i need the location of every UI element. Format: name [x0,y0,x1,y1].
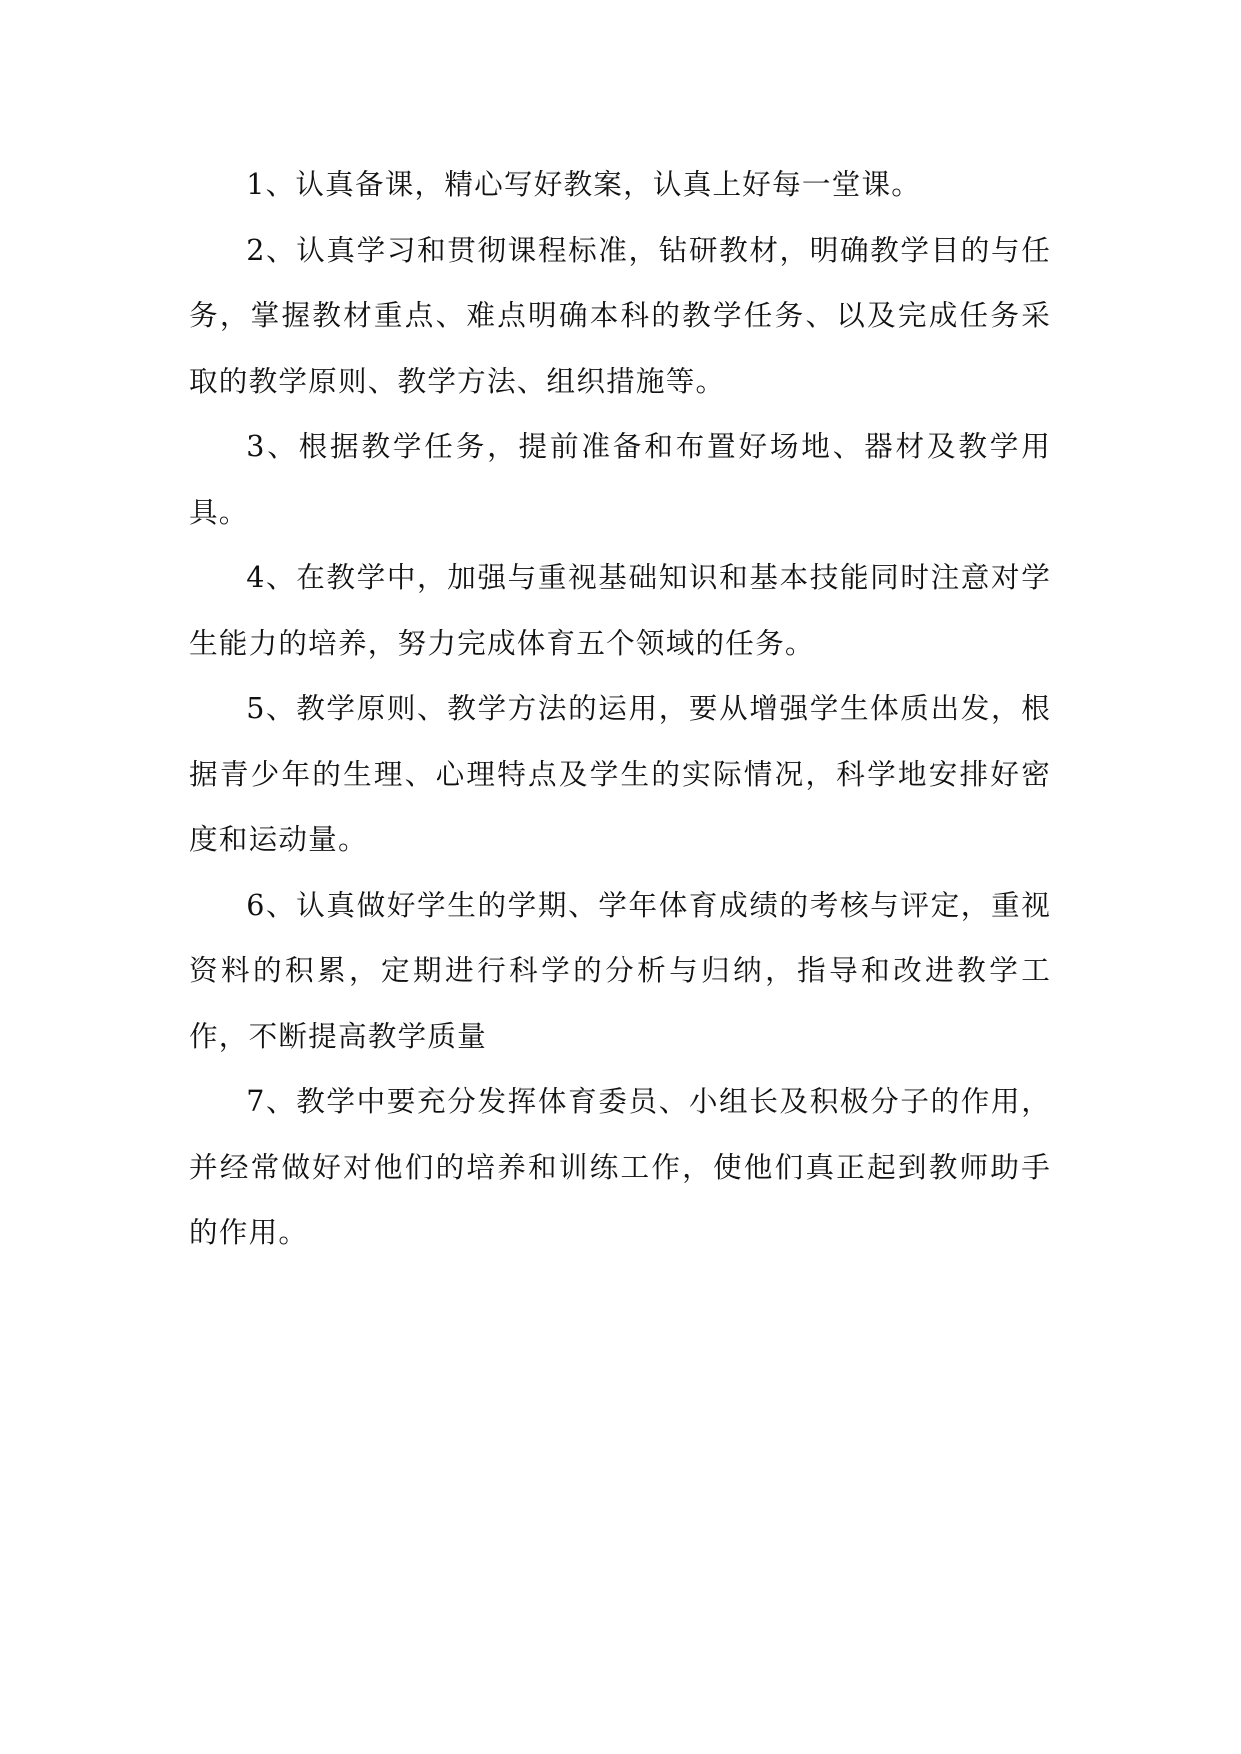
paragraph-4: 4、在教学中，加强与重视基础知识和基本技能同时注意对学生能力的培养，努力完成体育五个领域的任务。 [189,560,1051,660]
paragraph-1: 1、认真备课，精心写好教案，认真上好每一堂课。 [246,167,922,201]
paragraph-7: 7、教学中要充分发挥体育委员、小组长及积极分子的作用，并经常做好对他们的培养和训练工作，使他们真正起到教师助手的作用。 [189,1084,1051,1249]
paragraph-3: 3、根据教学任务，提前准备和布置好场地、器材及教学用具。 [189,429,1051,529]
document-body [189,152,1051,1266]
paragraph-2: 2、认真学习和贯彻课程标准，钻研教材，明确教学目的与任务，掌握教材重点、难点明确本科的教学任务、以及完成任务采取的教学原则、教学方法、组织措施等。 [189,232,1051,398]
paragraph-6: 6、认真做好学生的学期、学年体育成绩的考核与评定，重视资料的积累，定期进行科学的分析与归纳，指导和改进教学工作，不断提高教学质量 [189,887,1051,1053]
paragraph-5: 5、教学原则、教学方法的运用，要从增强学生体质出发，根据青少年的生理、心理特点及学生的实际情况，科学地安排好密度和运动量。 [189,691,1051,856]
